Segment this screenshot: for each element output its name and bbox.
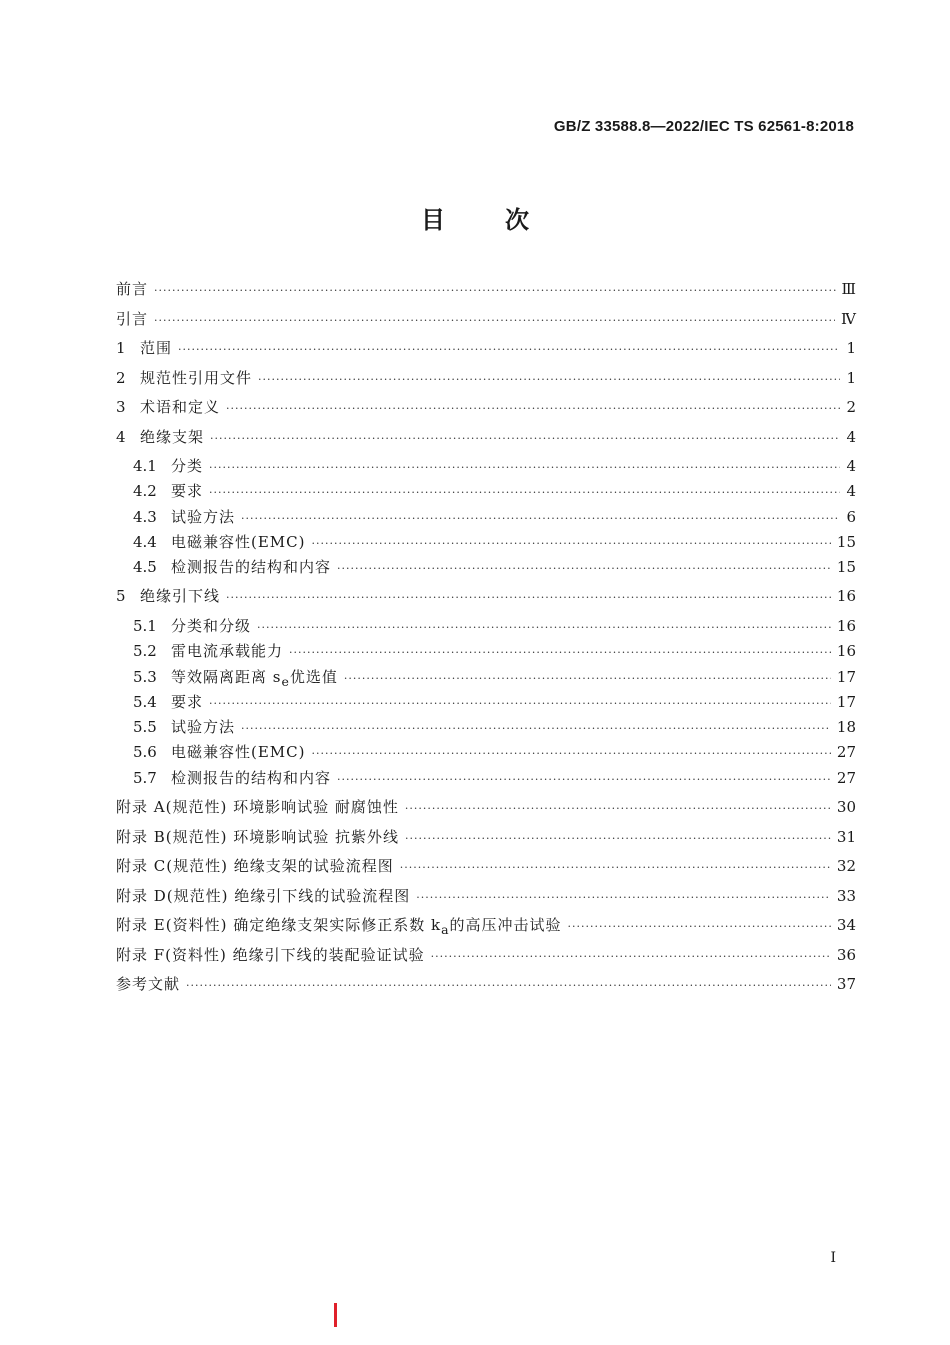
toc-page: 34 <box>836 916 856 935</box>
toc-entry-5-1[interactable] <box>116 615 856 640</box>
leader-dots <box>154 284 836 297</box>
leader-dots <box>209 697 831 710</box>
toc-number: 5.4 <box>133 692 157 711</box>
toc-entry-annex-e[interactable] <box>116 914 856 944</box>
leader-dots <box>312 747 831 760</box>
toc-entry-5-2[interactable] <box>116 640 856 665</box>
leader-dots <box>257 621 831 634</box>
leader-dots <box>568 920 831 933</box>
toc-label: 附录 F(资料性) 绝缘引下线的装配验证试验 <box>116 945 425 964</box>
toc-page: 27 <box>836 743 856 762</box>
toc-entry-4-5[interactable] <box>116 556 856 581</box>
leader-dots <box>337 773 831 786</box>
toc-entry-3[interactable] <box>116 396 856 426</box>
toc-number: 3 <box>116 398 126 416</box>
leader-dots <box>210 432 840 445</box>
toc-title: 目次 <box>421 205 589 234</box>
toc-entry-2[interactable] <box>116 367 856 397</box>
toc-entry-4-3[interactable] <box>116 506 856 531</box>
leader-dots <box>431 950 831 963</box>
text-cursor-mark <box>334 1303 337 1327</box>
toc-label-text: 附录 E(资料性) 确定绝缘支架实际修正系数 k <box>116 916 442 935</box>
toc-number: 4.4 <box>133 532 157 551</box>
toc-page: 30 <box>836 798 856 817</box>
toc-label: 引言 <box>116 309 149 328</box>
toc-number: 4 <box>116 427 126 446</box>
leader-dots <box>337 562 831 575</box>
toc-entry-introduction[interactable] <box>116 308 856 338</box>
toc-page: 6 <box>846 507 856 526</box>
leader-dots <box>344 672 831 685</box>
toc-page: 33 <box>836 886 856 905</box>
leader-dots <box>186 979 831 992</box>
leader-dots <box>400 861 831 874</box>
toc-label <box>171 666 338 689</box>
toc-entry-annex-f[interactable] <box>116 944 856 974</box>
toc-label <box>116 914 562 937</box>
toc-page: 1 <box>846 339 856 357</box>
toc-page: 1 <box>846 368 856 387</box>
leader-dots <box>312 537 831 550</box>
toc-page: 4 <box>846 427 856 446</box>
toc-page: 15 <box>836 558 856 577</box>
toc-number: 4.1 <box>133 457 157 475</box>
toc-entry-annex-a[interactable] <box>116 796 856 826</box>
toc-number: 4.5 <box>133 558 157 577</box>
toc-entry-5-3[interactable] <box>116 666 856 691</box>
toc-label-text: 等效隔离距离 s <box>171 667 282 686</box>
toc-label: 术语和定义 <box>140 398 221 416</box>
toc-entry-1[interactable] <box>116 337 856 367</box>
toc-label-suffix: 优选值 <box>289 667 338 686</box>
toc-label: 分类 <box>171 457 204 475</box>
document-code-header: GB/Z 33588.8—2022/IEC TS 62561-8:2018 <box>553 118 854 135</box>
leader-dots <box>405 832 831 845</box>
toc-number: 5.5 <box>133 718 157 737</box>
page-number: I <box>830 1250 836 1266</box>
toc-entry-annex-d[interactable] <box>116 885 856 915</box>
toc-label: 范围 <box>140 339 173 357</box>
leader-dots <box>178 343 840 356</box>
toc-number: 5.3 <box>133 667 157 686</box>
leader-dots <box>289 646 831 659</box>
toc-page: 31 <box>836 827 856 846</box>
toc-label: 电磁兼容性(EMC) <box>171 532 306 551</box>
toc-label: 分类和分级 <box>171 616 252 635</box>
toc-page: Ⅳ <box>841 309 856 328</box>
toc-page: 18 <box>836 718 856 737</box>
toc-page: 2 <box>846 398 856 416</box>
leader-dots <box>226 402 840 415</box>
subscript: e <box>281 673 290 689</box>
toc-label: 检测报告的结构和内容 <box>171 558 332 577</box>
toc-number: 4.3 <box>133 507 157 526</box>
toc-number: 5.1 <box>133 616 157 635</box>
toc-label: 要求 <box>171 692 204 711</box>
toc-label: 雷电流承载能力 <box>171 642 284 661</box>
toc-number: 2 <box>116 368 126 387</box>
toc-label: 电磁兼容性(EMC) <box>171 743 306 762</box>
subscript: a <box>441 922 450 938</box>
toc-page: 17 <box>836 667 856 686</box>
toc-entry-4-4[interactable] <box>116 531 856 556</box>
toc-entry-5-4[interactable] <box>116 691 856 716</box>
toc-number: 5.6 <box>133 743 157 762</box>
toc-label: 附录 C(规范性) 绝缘支架的试验流程图 <box>116 857 394 876</box>
toc-label: 附录 B(规范性) 环境影响试验 抗紫外线 <box>116 827 400 846</box>
toc-entry-annex-b[interactable] <box>116 826 856 856</box>
toc-label: 前言 <box>116 280 149 298</box>
toc-page: 27 <box>836 768 856 787</box>
toc-label: 绝缘引下线 <box>140 587 221 606</box>
toc-entry-5-7[interactable] <box>116 767 856 792</box>
toc-page: 17 <box>836 692 856 711</box>
table-of-contents <box>116 278 856 1003</box>
toc-page: 16 <box>836 642 856 661</box>
toc-label: 检测报告的结构和内容 <box>171 768 332 787</box>
toc-page: Ⅲ <box>841 280 856 298</box>
toc-page: 16 <box>836 587 856 606</box>
leader-dots <box>226 591 831 604</box>
toc-label: 试验方法 <box>171 718 236 737</box>
toc-entry-5-5[interactable] <box>116 716 856 741</box>
toc-page: 32 <box>836 857 856 876</box>
toc-label: 绝缘支架 <box>140 427 205 446</box>
toc-page: 15 <box>836 532 856 551</box>
toc-entry-foreword[interactable] <box>116 278 856 308</box>
toc-label: 附录 D(规范性) 绝缘引下线的试验流程图 <box>116 886 411 905</box>
leader-dots <box>416 891 831 904</box>
toc-number: 5.2 <box>133 642 157 661</box>
toc-number: 5.7 <box>133 768 157 787</box>
toc-entry-5-6[interactable] <box>116 741 856 766</box>
toc-entry-bibliography[interactable] <box>116 973 856 1003</box>
toc-entry-5[interactable] <box>116 585 856 615</box>
leader-dots <box>241 722 831 735</box>
leader-dots <box>209 461 840 474</box>
leader-dots <box>241 512 840 525</box>
leader-dots <box>154 314 835 327</box>
toc-entry-4-2[interactable] <box>116 480 856 505</box>
toc-number: 4.2 <box>133 482 157 501</box>
toc-label: 要求 <box>171 482 204 501</box>
toc-page: 37 <box>836 975 856 994</box>
toc-label: 参考文献 <box>116 975 181 994</box>
toc-entry-annex-c[interactable] <box>116 855 856 885</box>
toc-entry-4[interactable] <box>116 426 856 456</box>
toc-entry-4-1[interactable] <box>116 455 856 480</box>
leader-dots <box>258 373 840 386</box>
leader-dots <box>209 486 840 499</box>
toc-page: 4 <box>846 482 856 501</box>
toc-page: 36 <box>836 945 856 964</box>
toc-label: 试验方法 <box>171 507 236 526</box>
toc-page: 16 <box>836 616 856 635</box>
toc-label: 附录 A(规范性) 环境影响试验 耐腐蚀性 <box>116 798 399 817</box>
toc-number: 1 <box>116 339 126 357</box>
toc-number: 5 <box>116 587 126 606</box>
toc-label-suffix: 的高压冲击试验 <box>449 916 562 935</box>
toc-page: 4 <box>846 457 856 475</box>
toc-label: 规范性引用文件 <box>140 368 253 387</box>
leader-dots <box>405 802 831 815</box>
